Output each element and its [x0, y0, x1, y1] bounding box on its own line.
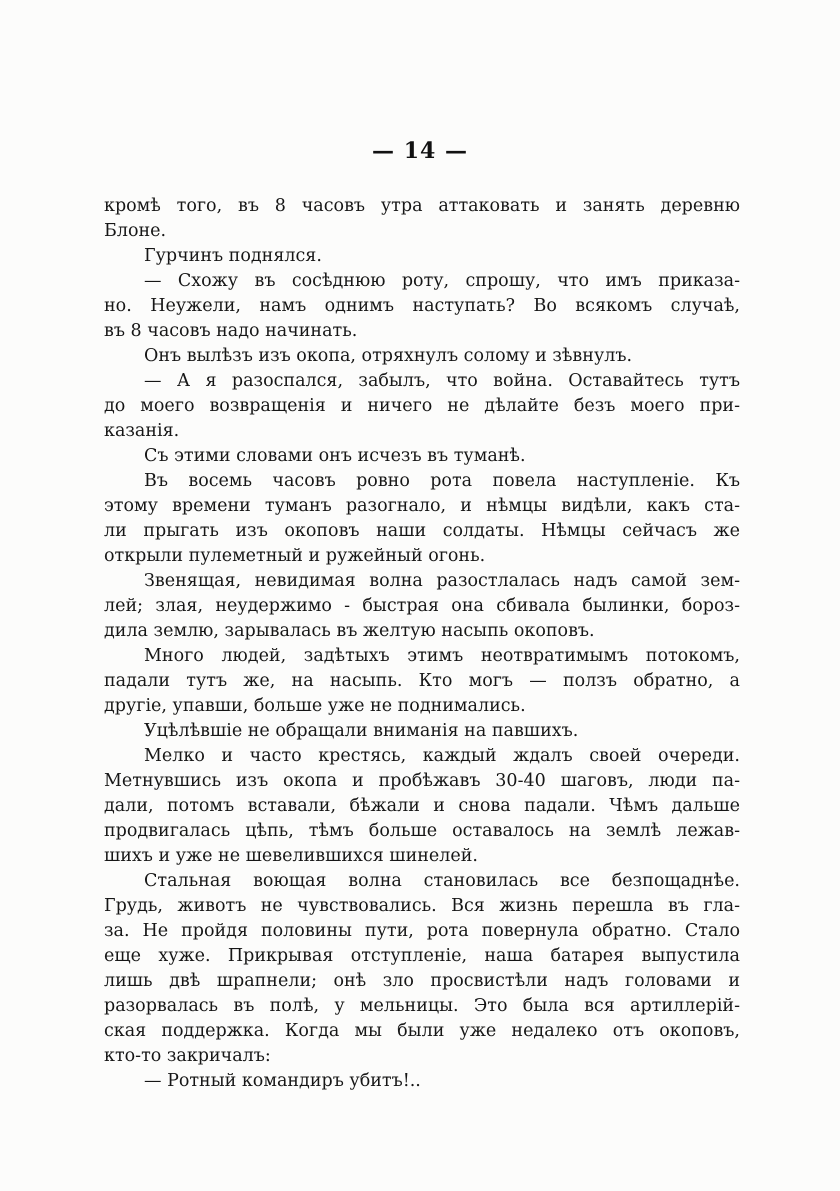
text-line: кромѣ того, въ 8 часовъ утра аттаковать и занять деревню: [104, 196, 740, 216]
text-line: дила землю, зарывалась въ желтую насыпь окоповъ.: [104, 621, 595, 641]
text-line: Гурчинъ поднялся.: [144, 246, 322, 266]
text-line: ская поддержка. Когда мы были уже недалеко отъ окоповъ,: [104, 1021, 740, 1041]
text-line: падали тутъ же, на насыпь. Кто могъ — ползъ обратно, а: [104, 671, 740, 691]
body-text: [104, 194, 740, 1094]
text-line: кто-то закричалъ:: [104, 1046, 271, 1066]
text-line: Стальная воющая волна становилась все безпощаднѣе.: [144, 871, 740, 891]
text-line: другіе, упавши, больше уже не поднимались.: [104, 696, 526, 716]
text-line: шихъ и уже не шевелившихся шинелей.: [104, 846, 478, 866]
text-line: продвигалась цѣпь, тѣмъ больше оставалось на землѣ лежав-: [104, 821, 740, 841]
text-line: казанія.: [104, 421, 180, 441]
text-line: Метнувшись изъ окопа и пробѣжавъ 30-40 шаговъ, люди па-: [104, 771, 740, 791]
text-line: Много людей, задѣтыхъ этимъ неотвратимымъ потокомъ,: [144, 646, 740, 666]
text-line: еще хуже. Прикрывая отступленіе, наша батарея выпустила: [104, 946, 740, 966]
text-line: но. Неужели, намъ однимъ наступать? Во всякомъ случаѣ,: [104, 296, 740, 316]
text-line: дали, потомъ вставали, бѣжали и снова падали. Чѣмъ дальше: [104, 796, 740, 816]
text-line: открыли пулеметный и ружейный огонь.: [104, 546, 486, 566]
text-line: этому времени туманъ разогнало, и нѣмцы видѣли, какъ ста-: [104, 496, 740, 516]
text-line: Звенящая, невидимая волна разостлалась надъ самой зем-: [144, 571, 740, 591]
page-number: — 14 —: [372, 138, 468, 164]
text-line: Грудь, животъ не чувствовались. Вся жизнь перешла въ гла-: [104, 896, 740, 916]
text-line: разорвалась въ полѣ, у мельницы. Это была вся артиллерій-: [104, 996, 740, 1016]
text-line: Въ восемь часовъ ровно рота повела наступленіе. Къ: [144, 471, 740, 491]
text-line: Уцѣлѣвшіе не обращали вниманія на павшихъ.: [144, 721, 579, 741]
text-line: — Ротный командиръ убитъ!..: [144, 1071, 421, 1091]
text-line: Съ этими словами онъ исчезъ въ туманѣ.: [144, 446, 526, 466]
text-line: — Схожу въ сосѣднюю роту, спрошу, что имъ приказа-: [144, 271, 740, 291]
text-line: Блоне.: [104, 221, 167, 241]
text-line: до моего возвращенія и ничего не дѣлайте безъ моего при-: [104, 396, 740, 416]
text-line: Мелко и часто крестясь, каждый ждалъ своей очереди.: [144, 746, 740, 766]
text-line: за. Не пройдя половины пути, рота повернула обратно. Стало: [104, 921, 740, 941]
text-line: Онъ вылѣзъ изъ окопа, отряхнулъ солому и зѣвнулъ.: [144, 346, 633, 366]
text-line: ли прыгать изъ окоповъ наши солдаты. Нѣмцы сейчасъ же: [104, 521, 740, 541]
text-line: въ 8 часовъ надо начинать.: [104, 321, 358, 341]
text-line: лей; злая, неудержимо - быстрая она сбивала былинки, бороз-: [104, 596, 740, 616]
text-line: — А я разоспался, забылъ, что война. Оставайтесь тутъ: [144, 371, 740, 391]
text-line: лишь двѣ шрапнели; онѣ зло просвистѣли надъ головами и: [104, 971, 740, 991]
